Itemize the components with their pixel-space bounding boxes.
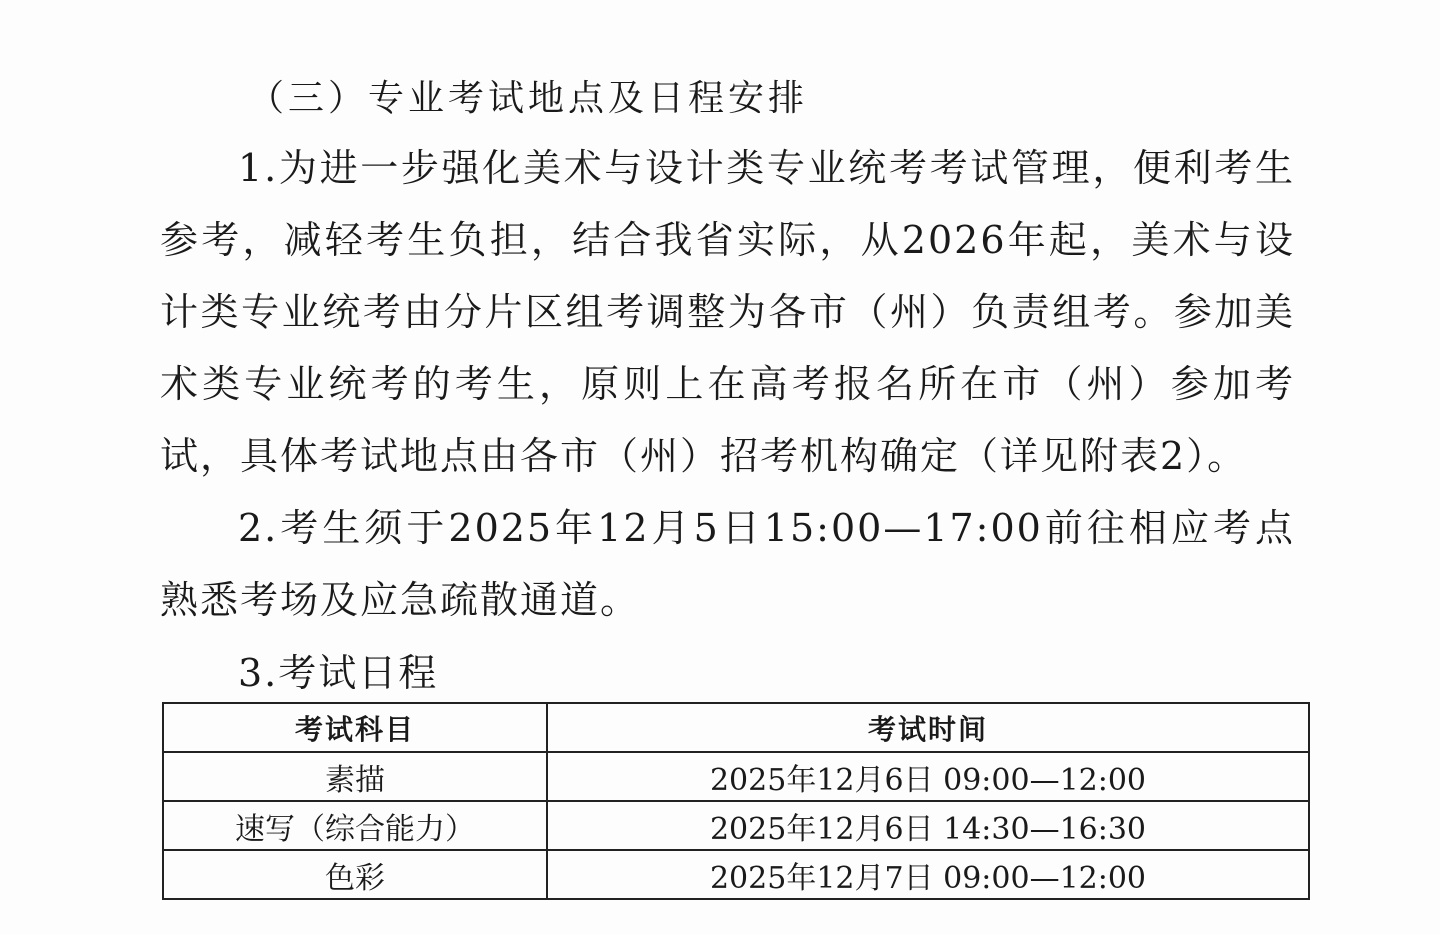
exam-schedule-table <box>162 702 1310 900</box>
schedule-title: 3.考试日程 <box>238 651 439 695</box>
column-header-time: 考试时间 <box>547 703 1309 752</box>
table-row <box>163 752 1309 801</box>
table-header-row <box>163 703 1309 752</box>
time-cell: 2025年12月7日 09:00—12:00 <box>547 850 1309 899</box>
paragraph-exam-location: 1.为进一步强化美术与设计类专业统考考试管理，便利考生参考，减轻考生负担，结合我省实际，从2026年起，美术与设计类专业统考由分片区组考调整为各市（州）负责组考。参加美术类专业统考的考生，原则上在高考报名所在市（州）参加考试，具体考试地点由各市（州）招考机构确定（详见附表2）。 <box>160 146 1295 478</box>
subject-cell: 色彩 <box>163 850 547 899</box>
table-row <box>163 801 1309 850</box>
time-cell: 2025年12月6日 14:30—16:30 <box>547 801 1309 850</box>
section-heading: （三）专业考试地点及日程安排 <box>248 78 809 119</box>
paragraph-familiarize-venue: 2.考生须于2025年12月5日15:00—17:00前往相应考点熟悉考场及应急疏散通道。 <box>160 506 1295 622</box>
subject-cell: 素描 <box>163 752 547 801</box>
column-header-subject: 考试科目 <box>163 703 547 752</box>
table-row <box>163 850 1309 899</box>
subject-cell: 速写（综合能力） <box>163 801 547 850</box>
time-cell: 2025年12月6日 09:00—12:00 <box>547 752 1309 801</box>
